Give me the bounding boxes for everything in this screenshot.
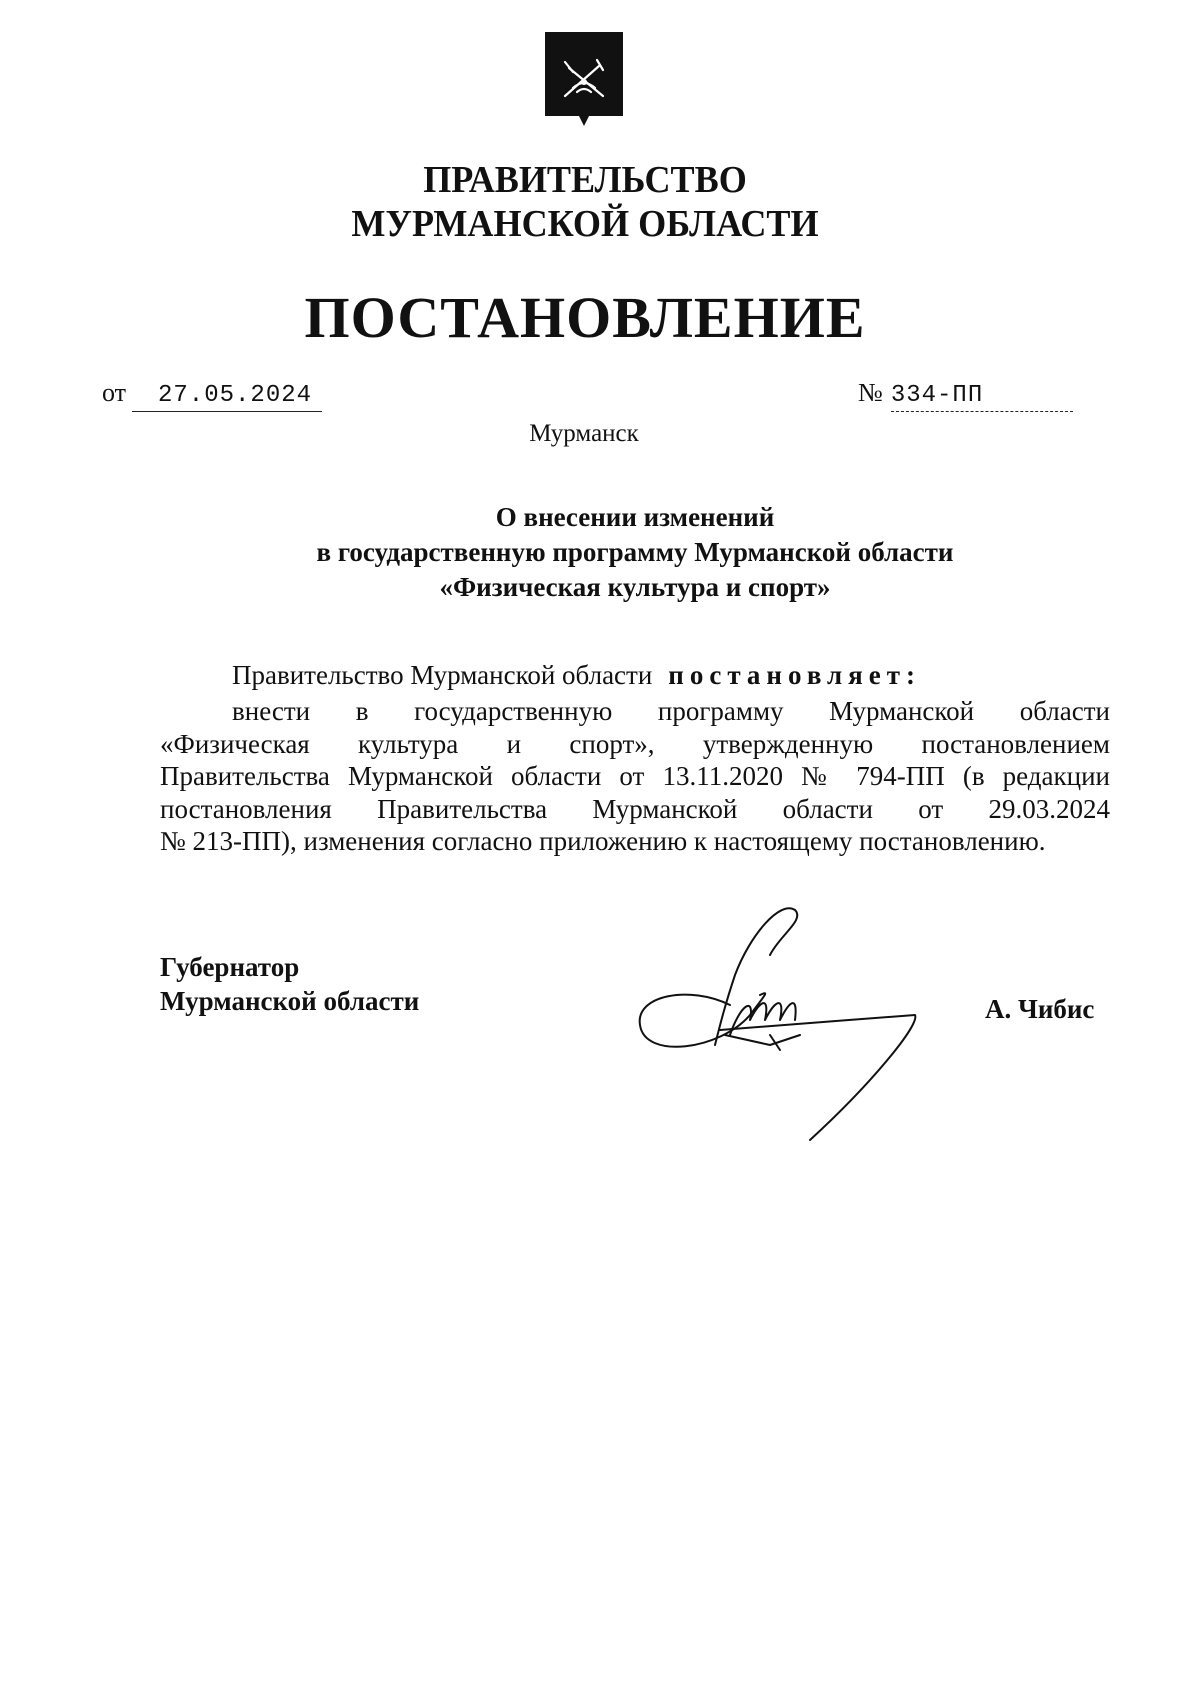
preamble-subject: Правительство Мурманской области bbox=[232, 660, 653, 690]
preamble bbox=[232, 660, 921, 691]
document-number bbox=[858, 378, 1073, 412]
subject-line2: в государственную программу Мурманской области bbox=[316, 537, 954, 567]
organization-name-line1: ПРАВИТЕЛЬСТВО bbox=[423, 159, 747, 201]
document-type-title: ПОСТАНОВЛЕНИЕ bbox=[304, 285, 866, 350]
organization-name-line2: МУРМАНСКОЙ ОБЛАСТИ bbox=[351, 203, 819, 245]
subject-line1: О внесении изменений bbox=[495, 502, 775, 532]
handwritten-signature-icon bbox=[630, 895, 930, 1145]
signer-title-line1: Губернатор bbox=[160, 952, 300, 982]
city-name: Мурманск bbox=[529, 420, 639, 447]
body-line: постановления Правительства Мурманской области от 29.03.2024 bbox=[160, 793, 1110, 824]
body-line: внести в государственную программу Мурманской области bbox=[232, 696, 1110, 726]
signer-name: А. Чибис bbox=[985, 994, 1095, 1024]
number-label: № bbox=[858, 378, 883, 407]
preamble-verb: постановляет: bbox=[668, 660, 922, 690]
date-label: от bbox=[102, 378, 127, 407]
number-value: 334-ПП bbox=[891, 381, 1073, 412]
body-line: «Физическая культура и спорт», утвержденную постановлением bbox=[160, 728, 1110, 759]
signer-title bbox=[160, 950, 419, 1018]
subject-line3: «Физическая культура и спорт» bbox=[439, 572, 831, 602]
document-date bbox=[102, 378, 322, 412]
resolution-body bbox=[160, 695, 1110, 858]
signer-title-line2: Мурманской области bbox=[160, 986, 420, 1016]
document-subject bbox=[0, 500, 1200, 605]
organization-name bbox=[29, 158, 1141, 246]
coat-of-arms-icon bbox=[543, 30, 625, 128]
body-line: № 213-ПП), изменения согласно приложению к настоящему постановлению. bbox=[160, 826, 1046, 856]
date-value: 27.05.2024 bbox=[132, 381, 322, 412]
body-line: Правительства Мурманской области от 13.11.2020 № 794-ПП (в редакции bbox=[160, 761, 1110, 791]
